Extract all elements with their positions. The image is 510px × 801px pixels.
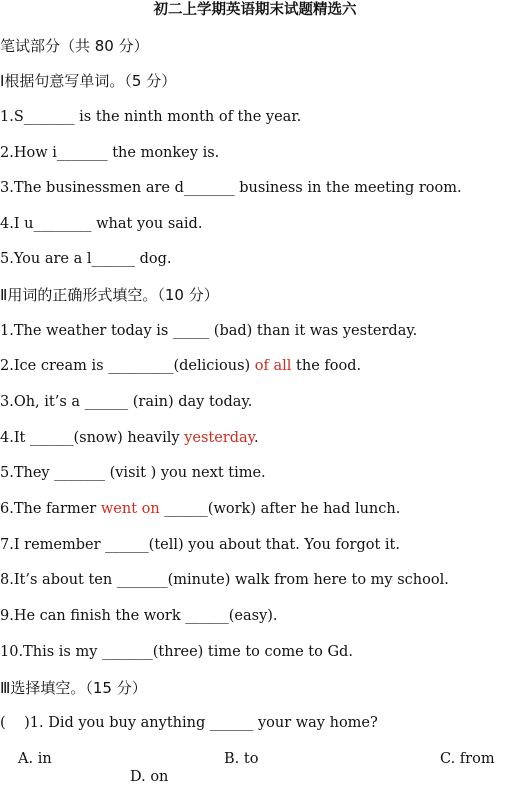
s1-item-3: 3.The businessmen are d_______ business in the meeting room. <box>0 180 462 196</box>
s2-item-7 <box>0 535 400 555</box>
s2-item-text: 5.They _______ (visit ) you next time. <box>0 465 266 481</box>
page-title: 初二上学期英语期末试题精选六 <box>153 2 357 18</box>
s2-item-10 <box>0 642 353 662</box>
s2-item-text: the food. <box>291 358 362 374</box>
s1-item-2: 2.How i_______ the monkey is. <box>0 145 220 161</box>
s2-item-text: 3.Oh, it’s a ______ (rain) day today. <box>0 394 253 410</box>
s1-item-5: 5.You are a l______ dog. <box>0 251 172 267</box>
s2-item-1 <box>0 321 417 341</box>
s2-item-highlight: yesterday <box>184 430 254 446</box>
s2-item-text: 10.This is my _______(three) time to come to Gd. <box>0 644 353 660</box>
s2-item-9 <box>0 606 278 626</box>
s2-item-highlight: of all <box>254 358 292 374</box>
s2-item-5 <box>0 463 266 483</box>
s2-item-highlight: went on <box>100 501 160 517</box>
s2-item-3 <box>0 392 252 412</box>
section1-heading: Ⅰ根据句意写单词。（5 分） <box>0 72 177 90</box>
s1-item-1: 1.S_______ is the ninth month of the year. <box>0 109 302 125</box>
s2-item-8 <box>0 570 449 590</box>
section2-heading: Ⅱ用词的正确形式填空。（10 分） <box>0 286 219 304</box>
s2-item-text: ______(work) after he had lunch. <box>159 501 401 517</box>
s2-item-6 <box>0 499 400 519</box>
s2-item-text: 9.He can finish the work ______(easy). <box>0 608 278 624</box>
s2-item-text: 1.The weather today is _____ (bad) than it was yesterday. <box>0 323 418 339</box>
s2-item-text: 8.It’s about ten _______(minute) walk from here to my school. <box>0 572 449 588</box>
s1-item-4: 4.I u________ what you said. <box>0 216 203 232</box>
section3-heading: Ⅲ选择填空。（15 分） <box>0 679 147 697</box>
s2-item-text: . <box>253 430 259 446</box>
option-c: C. from <box>440 751 495 767</box>
s2-item-text: 2.Ice cream is _________(delicious) <box>0 358 255 374</box>
option-d: D. on <box>130 769 169 785</box>
s2-item-2 <box>0 356 361 376</box>
s2-item-4 <box>0 428 259 448</box>
option-b: B. to <box>224 751 259 767</box>
s2-item-text: 6.The farmer <box>0 501 101 517</box>
written-part-heading: 笔试部分（共 80 分） <box>0 37 149 55</box>
option-a: A. in <box>18 751 52 767</box>
s2-item-text: 7.I remember ______(tell) you about that. You forgot it. <box>0 537 400 553</box>
s3-question-1: ( )1. Did you buy anything ______ your way home? <box>0 715 378 731</box>
s2-item-text: 4.It ______(snow) heavily <box>0 430 185 446</box>
